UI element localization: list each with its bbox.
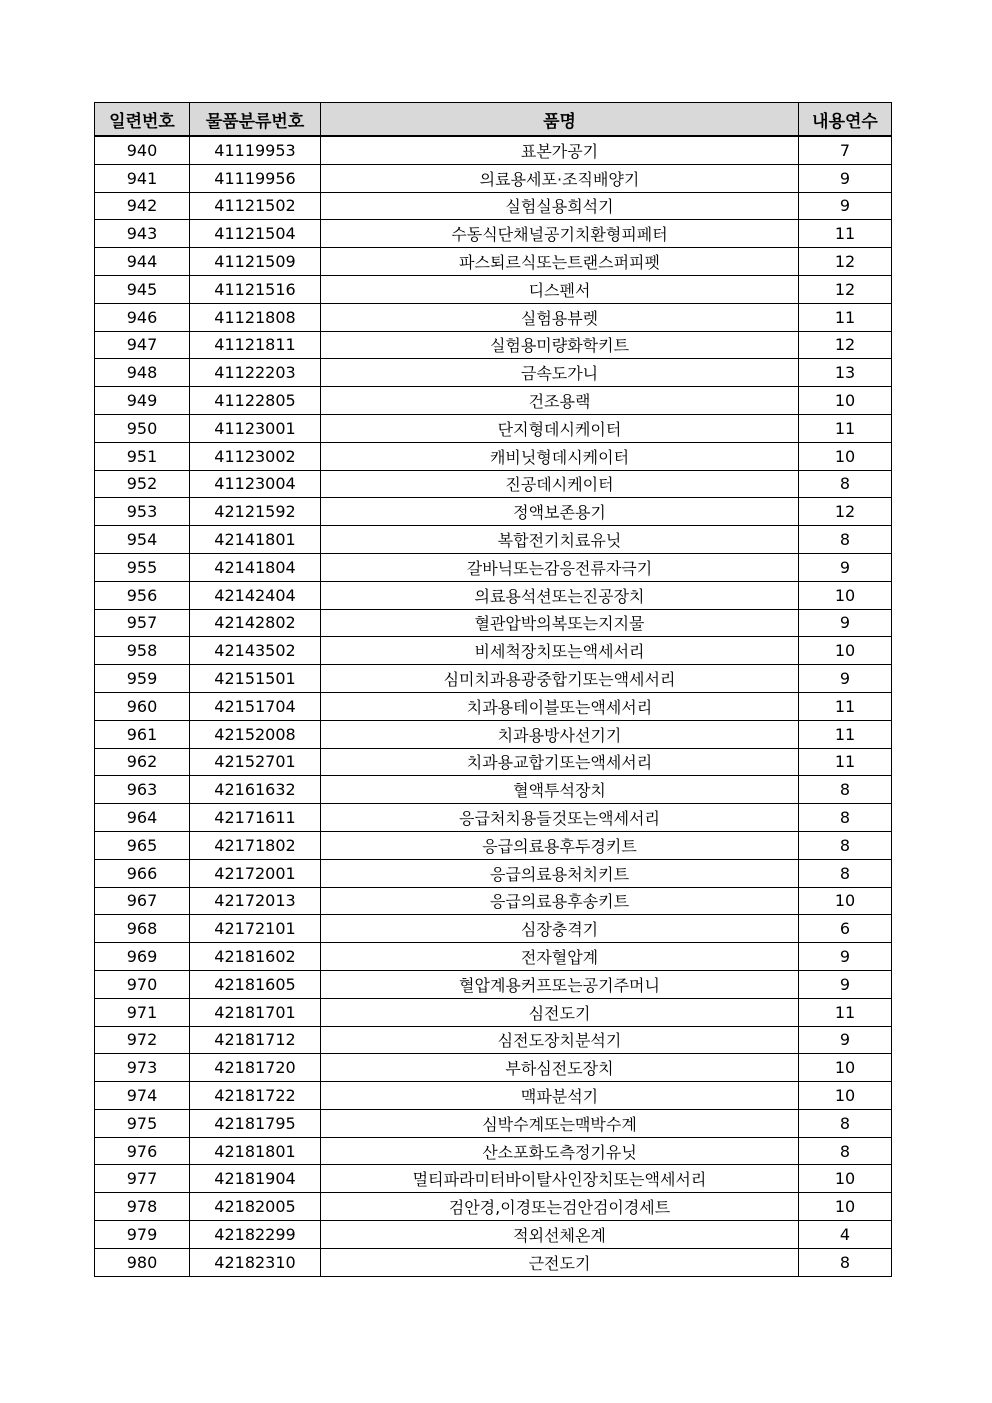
item-name-cell: 실험용미량화학키트 xyxy=(321,331,799,359)
item-name-cell: 부하심전도장치 xyxy=(321,1054,799,1082)
serial-number-cell: 945 xyxy=(95,275,190,303)
classification-code-cell: 42151704 xyxy=(190,692,321,720)
useful-life-cell: 10 xyxy=(799,1082,892,1110)
classification-code-cell: 42121592 xyxy=(190,498,321,526)
useful-life-cell: 9 xyxy=(799,553,892,581)
serial-number-cell: 975 xyxy=(95,1109,190,1137)
classification-code-cell: 42181795 xyxy=(190,1109,321,1137)
serial-number-cell: 954 xyxy=(95,526,190,554)
serial-number-cell: 942 xyxy=(95,192,190,220)
table-row xyxy=(95,1082,892,1110)
header-classification-code: 물품분류번호 xyxy=(190,103,321,137)
useful-life-cell: 12 xyxy=(799,498,892,526)
serial-number-cell: 949 xyxy=(95,387,190,415)
serial-number-cell: 947 xyxy=(95,331,190,359)
item-name-cell: 응급의료용후송키트 xyxy=(321,887,799,915)
useful-life-cell: 11 xyxy=(799,998,892,1026)
classification-code-cell: 42181720 xyxy=(190,1054,321,1082)
useful-life-cell: 6 xyxy=(799,915,892,943)
table-row xyxy=(95,998,892,1026)
header-serial-number: 일련번호 xyxy=(95,103,190,137)
table-row xyxy=(95,1109,892,1137)
serial-number-cell: 946 xyxy=(95,303,190,331)
serial-number-cell: 951 xyxy=(95,442,190,470)
classification-code-cell: 42142404 xyxy=(190,581,321,609)
useful-life-cell: 7 xyxy=(799,136,892,164)
item-name-cell: 심전도장치분석기 xyxy=(321,1026,799,1054)
serial-number-cell: 973 xyxy=(95,1054,190,1082)
table-row xyxy=(95,748,892,776)
useful-life-cell: 10 xyxy=(799,442,892,470)
useful-life-cell: 8 xyxy=(799,776,892,804)
item-name-cell: 정액보존용기 xyxy=(321,498,799,526)
classification-code-cell: 41123001 xyxy=(190,414,321,442)
table-row xyxy=(95,470,892,498)
table-row xyxy=(95,442,892,470)
serial-number-cell: 955 xyxy=(95,553,190,581)
table-row xyxy=(95,164,892,192)
classification-code-cell: 42151501 xyxy=(190,665,321,693)
serial-number-cell: 976 xyxy=(95,1137,190,1165)
table-row xyxy=(95,776,892,804)
item-name-cell: 검안경,이경또는검안검이경세트 xyxy=(321,1193,799,1221)
header-useful-life-years: 내용연수 xyxy=(799,103,892,137)
serial-number-cell: 970 xyxy=(95,970,190,998)
table-row xyxy=(95,414,892,442)
table-row xyxy=(95,526,892,554)
item-name-cell: 복합전기치료유닛 xyxy=(321,526,799,554)
item-name-cell: 심장충격기 xyxy=(321,915,799,943)
classification-code-cell: 41121516 xyxy=(190,275,321,303)
serial-number-cell: 944 xyxy=(95,248,190,276)
serial-number-cell: 967 xyxy=(95,887,190,915)
classification-code-cell: 42171611 xyxy=(190,804,321,832)
item-name-cell: 맥파분석기 xyxy=(321,1082,799,1110)
serial-number-cell: 952 xyxy=(95,470,190,498)
classification-code-cell: 41121808 xyxy=(190,303,321,331)
table-row xyxy=(95,637,892,665)
classification-code-cell: 42181602 xyxy=(190,943,321,971)
table-row xyxy=(95,943,892,971)
table-row xyxy=(95,387,892,415)
useful-life-cell: 11 xyxy=(799,720,892,748)
item-name-cell: 디스펜서 xyxy=(321,275,799,303)
useful-life-cell: 9 xyxy=(799,609,892,637)
classification-code-cell: 42181701 xyxy=(190,998,321,1026)
item-name-cell: 의료용석션또는진공장치 xyxy=(321,581,799,609)
item-name-cell: 의료용세포·조직배양기 xyxy=(321,164,799,192)
item-name-cell: 혈관압박의복또는지지물 xyxy=(321,609,799,637)
table-header-row xyxy=(95,103,892,137)
useful-life-cell: 8 xyxy=(799,526,892,554)
item-name-cell: 심전도기 xyxy=(321,998,799,1026)
classification-code-cell: 42181712 xyxy=(190,1026,321,1054)
useful-life-cell: 9 xyxy=(799,164,892,192)
useful-life-cell: 10 xyxy=(799,1054,892,1082)
classification-code-cell: 42143502 xyxy=(190,637,321,665)
item-name-cell: 치과용교합기또는액세서리 xyxy=(321,748,799,776)
classification-code-cell: 42142802 xyxy=(190,609,321,637)
table-row xyxy=(95,970,892,998)
classification-code-cell: 41121811 xyxy=(190,331,321,359)
table-body xyxy=(95,136,892,1276)
table-row xyxy=(95,831,892,859)
useful-life-cell: 11 xyxy=(799,303,892,331)
serial-number-cell: 948 xyxy=(95,359,190,387)
classification-code-cell: 42152701 xyxy=(190,748,321,776)
table-row xyxy=(95,136,892,164)
item-name-cell: 수동식단채널공기치환형피페터 xyxy=(321,220,799,248)
classification-code-cell: 42182299 xyxy=(190,1221,321,1249)
useful-life-cell: 10 xyxy=(799,1193,892,1221)
table-row xyxy=(95,1193,892,1221)
classification-code-cell: 41123004 xyxy=(190,470,321,498)
classification-code-cell: 41119953 xyxy=(190,136,321,164)
useful-life-cell: 8 xyxy=(799,859,892,887)
serial-number-cell: 961 xyxy=(95,720,190,748)
item-name-cell: 치과용방사선기기 xyxy=(321,720,799,748)
item-name-cell: 심박수계또는맥박수계 xyxy=(321,1109,799,1137)
table-row xyxy=(95,887,892,915)
item-name-cell: 근전도기 xyxy=(321,1248,799,1276)
table-row xyxy=(95,359,892,387)
useful-life-cell: 10 xyxy=(799,637,892,665)
item-name-cell: 단지형데시케이터 xyxy=(321,414,799,442)
useful-life-cell: 13 xyxy=(799,359,892,387)
table-row xyxy=(95,859,892,887)
useful-life-cell: 9 xyxy=(799,1026,892,1054)
classification-code-cell: 42141804 xyxy=(190,553,321,581)
classification-code-cell: 42182005 xyxy=(190,1193,321,1221)
table-row xyxy=(95,1248,892,1276)
serial-number-cell: 964 xyxy=(95,804,190,832)
serial-number-cell: 978 xyxy=(95,1193,190,1221)
useful-life-cell: 12 xyxy=(799,275,892,303)
serial-number-cell: 940 xyxy=(95,136,190,164)
classification-code-cell: 42182310 xyxy=(190,1248,321,1276)
table-row xyxy=(95,1137,892,1165)
table-row xyxy=(95,248,892,276)
item-name-cell: 응급처치용들것또는액세서리 xyxy=(321,804,799,832)
serial-number-cell: 968 xyxy=(95,915,190,943)
item-name-cell: 혈압계용커프또는공기주머니 xyxy=(321,970,799,998)
useful-life-cell: 9 xyxy=(799,943,892,971)
useful-life-cell: 10 xyxy=(799,887,892,915)
useful-life-cell: 11 xyxy=(799,414,892,442)
item-name-cell: 표본가공기 xyxy=(321,136,799,164)
table-row xyxy=(95,498,892,526)
useful-life-cell: 12 xyxy=(799,248,892,276)
useful-life-cell: 8 xyxy=(799,1248,892,1276)
useful-life-cell: 8 xyxy=(799,804,892,832)
useful-life-cell: 11 xyxy=(799,692,892,720)
table-row xyxy=(95,720,892,748)
header-item-name: 품명 xyxy=(321,103,799,137)
classification-code-cell: 42171802 xyxy=(190,831,321,859)
item-name-cell: 응급의료용후두경키트 xyxy=(321,831,799,859)
table-row xyxy=(95,581,892,609)
table-row xyxy=(95,665,892,693)
serial-number-cell: 965 xyxy=(95,831,190,859)
classification-code-cell: 41121502 xyxy=(190,192,321,220)
table-row xyxy=(95,275,892,303)
useful-life-cell: 4 xyxy=(799,1221,892,1249)
classification-code-cell: 42181801 xyxy=(190,1137,321,1165)
table-row xyxy=(95,303,892,331)
serial-number-cell: 974 xyxy=(95,1082,190,1110)
table-row xyxy=(95,553,892,581)
item-name-cell: 응급의료용처치키트 xyxy=(321,859,799,887)
useful-life-cell: 11 xyxy=(799,748,892,776)
classification-code-cell: 41121509 xyxy=(190,248,321,276)
useful-life-cell: 10 xyxy=(799,1165,892,1193)
serial-number-cell: 960 xyxy=(95,692,190,720)
classification-code-cell: 42172001 xyxy=(190,859,321,887)
classification-code-cell: 42141801 xyxy=(190,526,321,554)
item-name-cell: 파스퇴르식또는트랜스퍼피펫 xyxy=(321,248,799,276)
serial-number-cell: 957 xyxy=(95,609,190,637)
classification-code-cell: 42181904 xyxy=(190,1165,321,1193)
equipment-lifespan-table xyxy=(94,102,892,1277)
serial-number-cell: 969 xyxy=(95,943,190,971)
useful-life-cell: 9 xyxy=(799,970,892,998)
item-name-cell: 심미치과용광중합기또는액세서리 xyxy=(321,665,799,693)
item-name-cell: 진공데시케이터 xyxy=(321,470,799,498)
serial-number-cell: 977 xyxy=(95,1165,190,1193)
serial-number-cell: 966 xyxy=(95,859,190,887)
table-row xyxy=(95,692,892,720)
useful-life-cell: 12 xyxy=(799,331,892,359)
item-name-cell: 캐비닛형데시케이터 xyxy=(321,442,799,470)
classification-code-cell: 41122805 xyxy=(190,387,321,415)
useful-life-cell: 8 xyxy=(799,470,892,498)
serial-number-cell: 962 xyxy=(95,748,190,776)
useful-life-cell: 8 xyxy=(799,1109,892,1137)
serial-number-cell: 979 xyxy=(95,1221,190,1249)
serial-number-cell: 959 xyxy=(95,665,190,693)
useful-life-cell: 9 xyxy=(799,665,892,693)
item-name-cell: 건조용랙 xyxy=(321,387,799,415)
useful-life-cell: 8 xyxy=(799,831,892,859)
serial-number-cell: 950 xyxy=(95,414,190,442)
table-row xyxy=(95,220,892,248)
serial-number-cell: 963 xyxy=(95,776,190,804)
useful-life-cell: 11 xyxy=(799,220,892,248)
serial-number-cell: 956 xyxy=(95,581,190,609)
classification-code-cell: 42181605 xyxy=(190,970,321,998)
useful-life-cell: 9 xyxy=(799,192,892,220)
item-name-cell: 치과용테이블또는액세서리 xyxy=(321,692,799,720)
useful-life-cell: 8 xyxy=(799,1137,892,1165)
serial-number-cell: 958 xyxy=(95,637,190,665)
classification-code-cell: 41123002 xyxy=(190,442,321,470)
table-row xyxy=(95,1165,892,1193)
classification-code-cell: 41122203 xyxy=(190,359,321,387)
item-name-cell: 실험용뷰렛 xyxy=(321,303,799,331)
item-name-cell: 비세척장치또는액세서리 xyxy=(321,637,799,665)
item-name-cell: 실험실용희석기 xyxy=(321,192,799,220)
classification-code-cell: 42152008 xyxy=(190,720,321,748)
table-row xyxy=(95,1221,892,1249)
serial-number-cell: 972 xyxy=(95,1026,190,1054)
item-name-cell: 멀티파라미터바이탈사인장치또는액세서리 xyxy=(321,1165,799,1193)
table-row xyxy=(95,1054,892,1082)
useful-life-cell: 10 xyxy=(799,581,892,609)
table-row xyxy=(95,1026,892,1054)
table-row xyxy=(95,192,892,220)
item-name-cell: 산소포화도측정기유닛 xyxy=(321,1137,799,1165)
table-row xyxy=(95,609,892,637)
classification-code-cell: 41119956 xyxy=(190,164,321,192)
item-name-cell: 전자혈압계 xyxy=(321,943,799,971)
serial-number-cell: 971 xyxy=(95,998,190,1026)
classification-code-cell: 42172013 xyxy=(190,887,321,915)
serial-number-cell: 943 xyxy=(95,220,190,248)
classification-code-cell: 42181722 xyxy=(190,1082,321,1110)
serial-number-cell: 941 xyxy=(95,164,190,192)
table-row xyxy=(95,915,892,943)
serial-number-cell: 953 xyxy=(95,498,190,526)
classification-code-cell: 42172101 xyxy=(190,915,321,943)
serial-number-cell: 980 xyxy=(95,1248,190,1276)
item-name-cell: 적외선체온계 xyxy=(321,1221,799,1249)
table-row xyxy=(95,331,892,359)
table-row xyxy=(95,804,892,832)
classification-code-cell: 41121504 xyxy=(190,220,321,248)
useful-life-cell: 10 xyxy=(799,387,892,415)
item-name-cell: 혈액투석장치 xyxy=(321,776,799,804)
item-name-cell: 금속도가니 xyxy=(321,359,799,387)
item-name-cell: 갈바닉또는감응전류자극기 xyxy=(321,553,799,581)
classification-code-cell: 42161632 xyxy=(190,776,321,804)
